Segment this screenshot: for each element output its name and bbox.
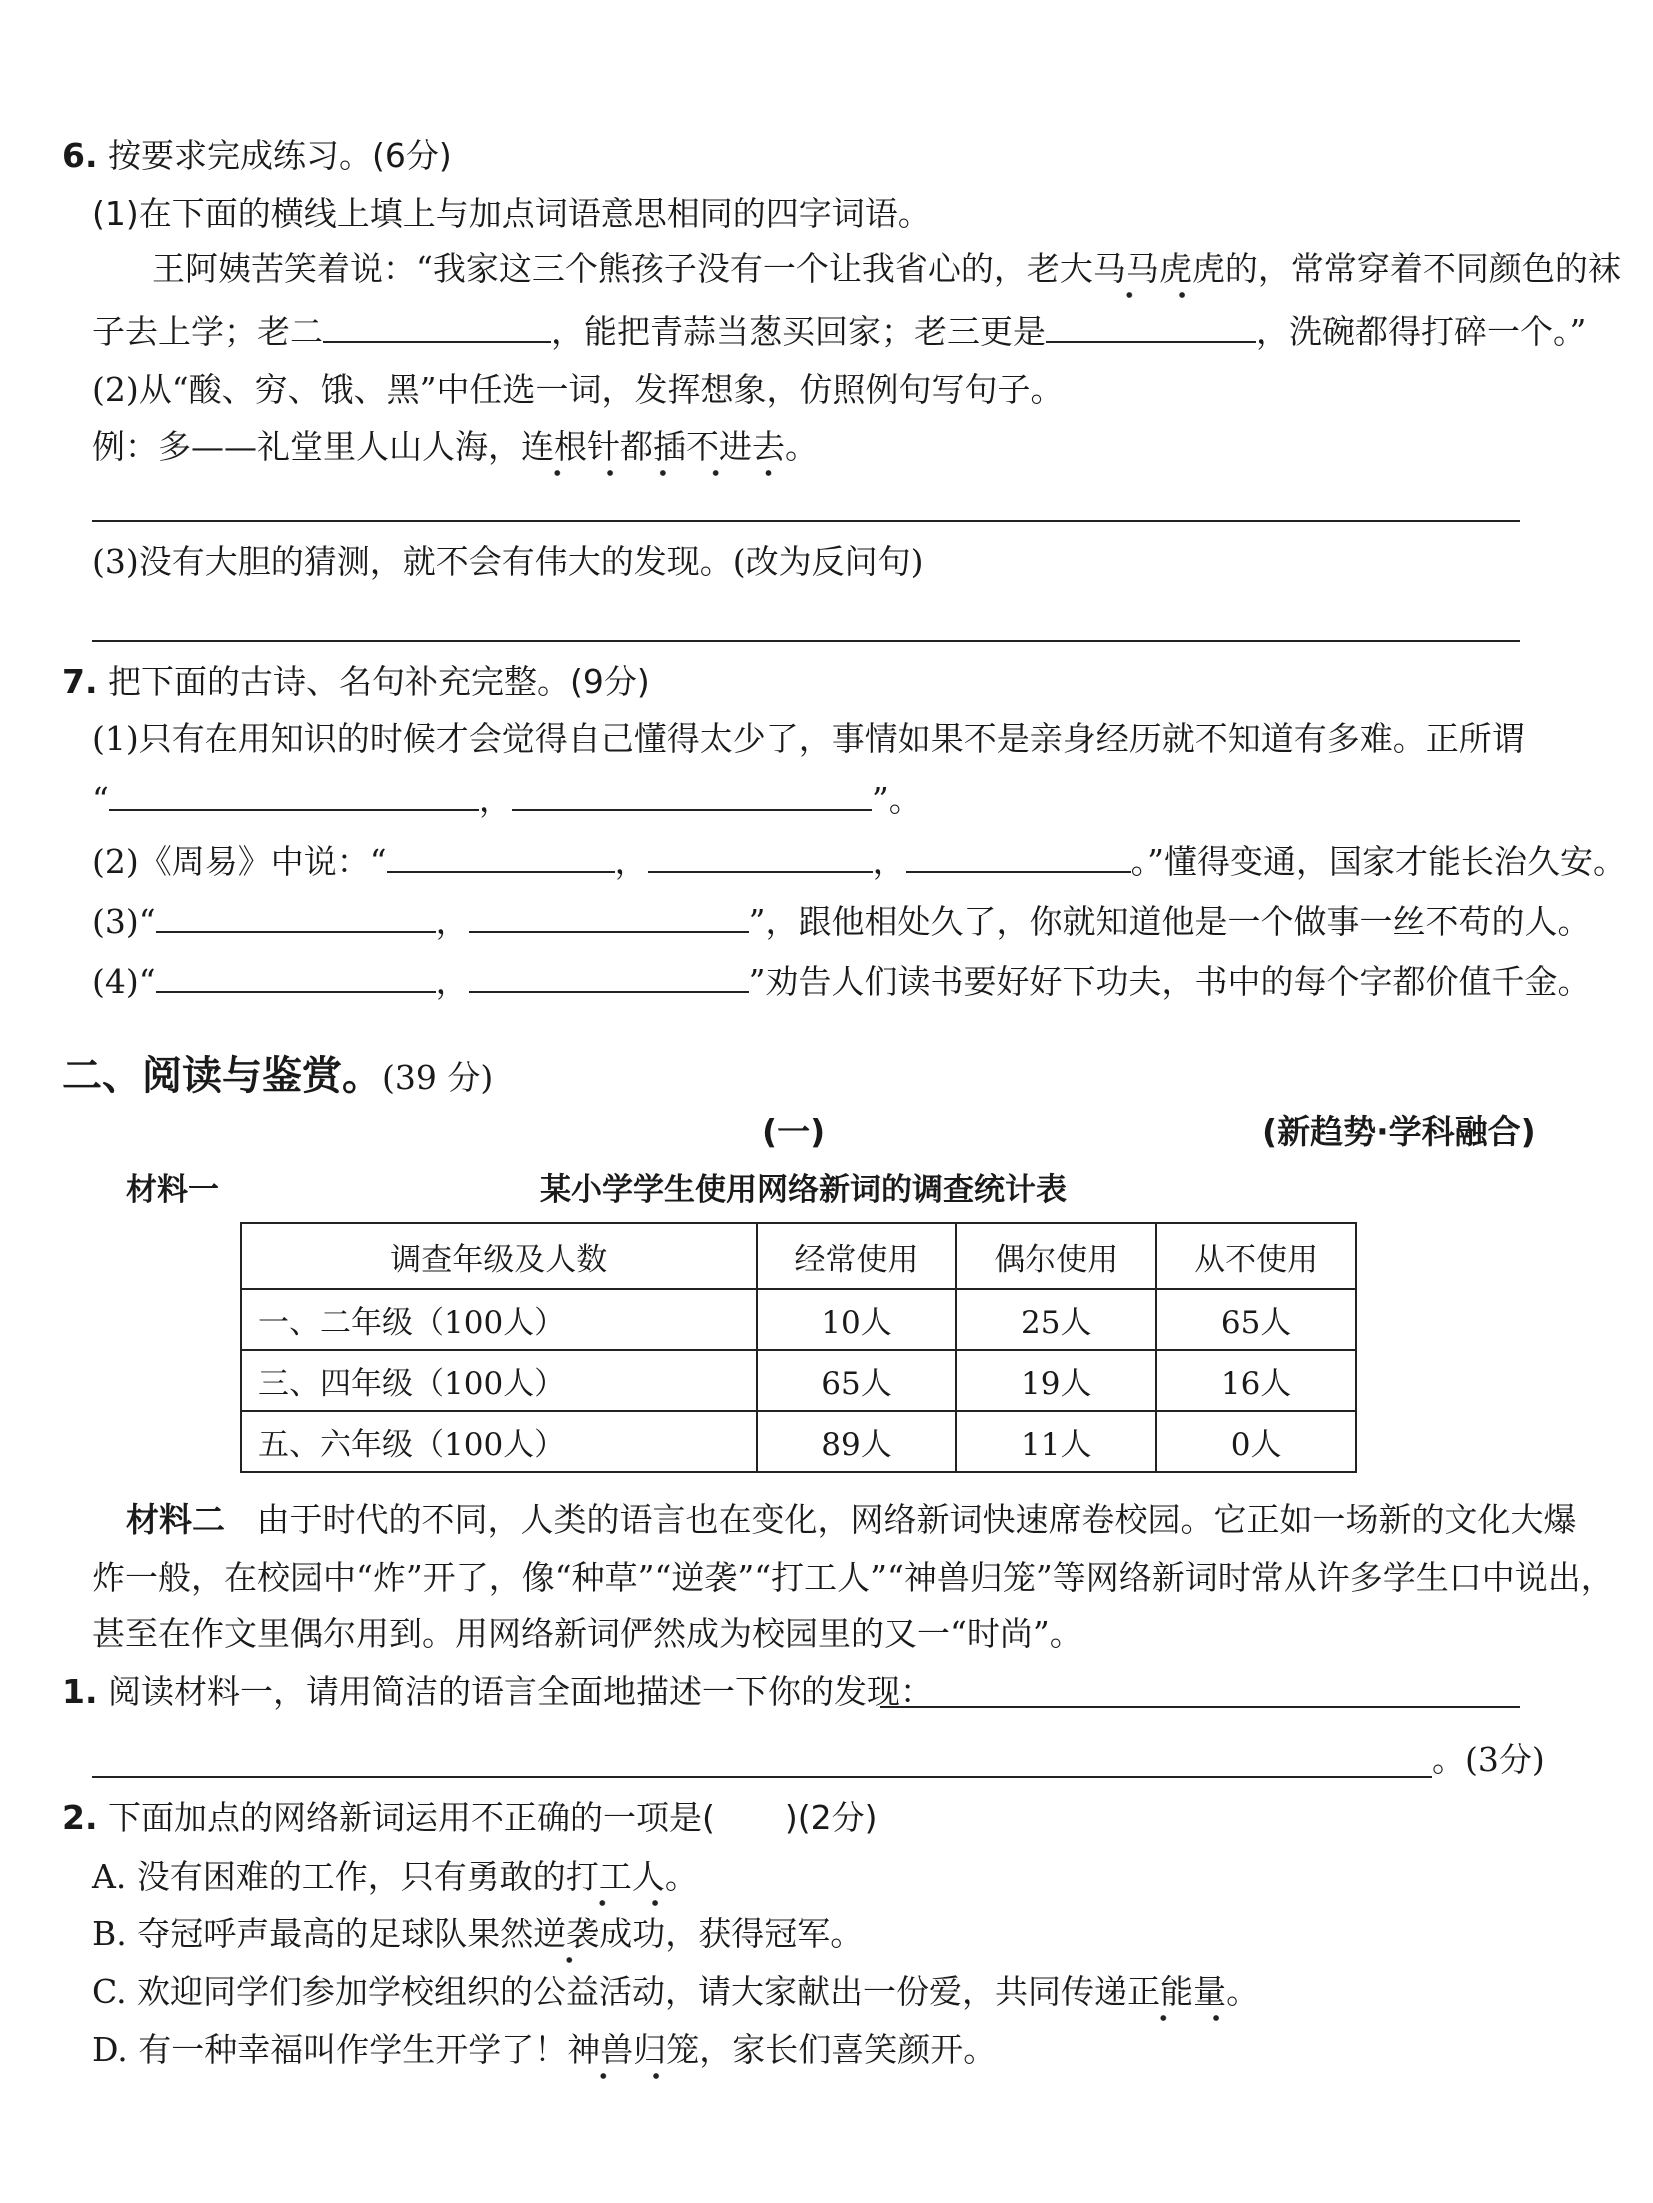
table-header: 经常使用 <box>757 1223 957 1289</box>
q6-p1-line1: 王阿姨苦笑着说：“我家这三个熊孩子没有一个让我省心的，老大马马虎虎的，常常穿着不同颜色的袜 <box>152 247 1621 291</box>
answer-line[interactable] <box>92 1776 1432 1778</box>
r2-question: 2. 下面加点的网络新词运用不正确的一项是( )(2分) <box>62 1798 878 1837</box>
table-cell: 65人 <box>757 1350 957 1411</box>
material1-label: 材料一 <box>126 1172 219 1208</box>
table-row <box>241 1289 1356 1350</box>
table-cell: 五、六年级（100人） <box>241 1411 757 1472</box>
q6-p1-line2: 子去上学；老二 ，能把青蒜当葱买回家；老三更是 ，洗碗都得打碎一个。” <box>92 312 1587 351</box>
q7-p2: (2)《周易》中说：“ ， ， 。”懂得变通，国家才能长治久安。 <box>92 842 1626 881</box>
trend-tag: (新趋势·学科融合) <box>1262 1112 1536 1151</box>
option-c[interactable]: C. 欢迎同学们参加学校组织的公益活动，请大家献出一份爱，共同传递正能量。 <box>92 1970 1259 2014</box>
table-title: 某小学学生使用网络新词的调查统计表 <box>540 1172 1067 1208</box>
answer-line[interactable] <box>92 520 1520 522</box>
table-cell: 一、二年级（100人） <box>241 1289 757 1350</box>
table-cell: 89人 <box>757 1411 957 1472</box>
q6-p3-label: (3)没有大胆的猜测，就不会有伟大的发现。(改为反问句) <box>92 542 924 581</box>
table-header: 调查年级及人数 <box>241 1223 757 1289</box>
q7-p4: (4)“ ， ”劝告人们读书要好好下功夫，书中的每个字都价值千金。 <box>92 962 1591 1001</box>
table-cell: 25人 <box>956 1289 1156 1350</box>
q6-p1-label: (1)在下面的横线上填上与加点词语意思相同的四字词语。 <box>92 194 931 233</box>
answer-blank[interactable] <box>469 961 749 993</box>
table-cell: 19人 <box>956 1350 1156 1411</box>
dotted-words: 逆袭 <box>533 1914 599 1967</box>
answer-blank[interactable] <box>906 841 1131 873</box>
q6-title: 6. 按要求完成练习。(6分) <box>62 136 452 175</box>
answer-blank[interactable] <box>323 311 551 343</box>
table-cell: 65人 <box>1156 1289 1356 1350</box>
table-cell: 10人 <box>757 1289 957 1350</box>
answer-blank[interactable] <box>469 901 749 933</box>
q7-p1: (1)只有在用知识的时候才会觉得自己懂得太少了，事情如果不是亲身经历就不知道有多难。正所谓 <box>92 719 1525 758</box>
dotted-words: 马马虎虎 <box>1093 249 1225 302</box>
table-cell: 16人 <box>1156 1350 1356 1411</box>
answer-blank[interactable] <box>387 841 615 873</box>
table-header: 偶尔使用 <box>956 1223 1156 1289</box>
table-cell: 0人 <box>1156 1411 1356 1472</box>
q7-p1-blanks: “ ， ”。 <box>92 780 922 819</box>
table-cell: 三、四年级（100人） <box>241 1350 757 1411</box>
survey-table <box>240 1222 1357 1473</box>
table-cell: 11人 <box>956 1411 1156 1472</box>
material2-line3: 甚至在作文里偶尔用到。用网络新词俨然成为校园里的又一“时尚”。 <box>92 1614 1083 1653</box>
answer-line[interactable] <box>92 640 1520 642</box>
q7-p3: (3)“ ， ”，跟他相处久了，你就知道他是一个做事一丝不苟的人。 <box>92 902 1591 941</box>
option-d[interactable]: D. 有一种幸福叫作学生开学了！神兽归笼，家长们喜笑颜开。 <box>92 2028 996 2072</box>
answer-line[interactable] <box>880 1706 1520 1708</box>
answer-blank[interactable] <box>156 901 436 933</box>
table-header: 从不使用 <box>1156 1223 1356 1289</box>
option-b[interactable]: B. 夺冠呼声最高的足球队果然逆袭成功，获得冠军。 <box>92 1912 863 1956</box>
part-label: (一) <box>762 1112 826 1151</box>
r1-question: 1. 阅读材料一，请用简洁的语言全面地描述一下你的发现： <box>62 1672 933 1711</box>
dotted-words: 神兽归笼 <box>567 2030 699 2083</box>
answer-blank[interactable] <box>156 961 436 993</box>
answer-blank[interactable] <box>109 779 479 811</box>
table-row <box>241 1350 1356 1411</box>
dotted-words: 正能量 <box>1127 1972 1226 2025</box>
answer-blank[interactable] <box>1046 311 1256 343</box>
answer-blank[interactable] <box>512 779 872 811</box>
r1-score: 。(3分) <box>1432 1740 1545 1779</box>
q6-p2-example: 例：多——礼堂里人山人海，连根针都插不进去。 <box>92 425 818 469</box>
section-heading: 二、阅读与鉴赏。(39 分) <box>62 1052 494 1099</box>
answer-blank[interactable] <box>648 841 873 873</box>
dotted-words: 打工人 <box>566 1857 665 1910</box>
option-a[interactable]: A. 没有困难的工作，只有勇敢的打工人。 <box>92 1855 698 1899</box>
q7-title: 7. 把下面的古诗、名句补充完整。(9分) <box>62 662 650 701</box>
q6-p2-label: (2)从“酸、穷、饿、黑”中任选一词，发挥想象，仿照例句写句子。 <box>92 370 1064 409</box>
material2-line1: 材料二 由于时代的不同，人类的语言也在变化，网络新词快速席卷校园。它正如一场新的文化大爆 <box>126 1500 1577 1539</box>
table-row <box>241 1411 1356 1472</box>
dotted-words: 连根针都插不进去 <box>521 427 785 480</box>
material2-line2: 炸一般，在校园中“炸”开了，像“种草”“逆袭”“打工人”“神兽归笼”等网络新词时常从许多学生口中说出， <box>92 1558 1614 1597</box>
table-header-row <box>241 1223 1356 1289</box>
